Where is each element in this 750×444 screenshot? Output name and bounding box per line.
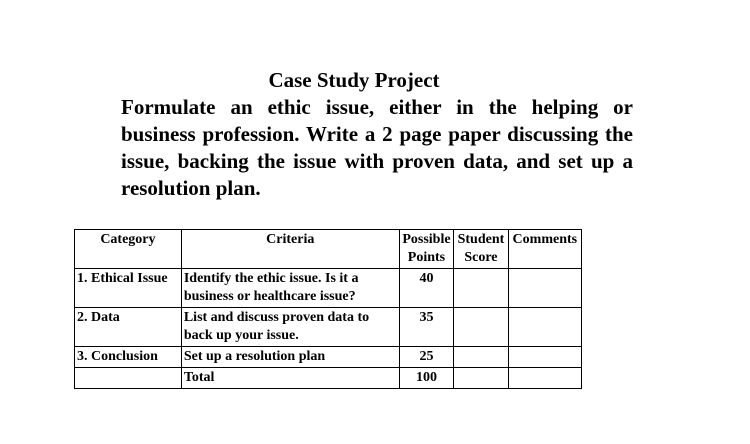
row-possible-points: 25 bbox=[399, 347, 453, 368]
document-title: Case Study Project bbox=[268, 68, 440, 92]
row-comments-cell[interactable] bbox=[508, 347, 581, 368]
row-criteria: Set up a resolution plan bbox=[181, 347, 399, 368]
row-comments-cell[interactable] bbox=[508, 308, 581, 347]
row-comments-cell[interactable] bbox=[508, 269, 581, 308]
row-category bbox=[75, 368, 182, 389]
table-header-row bbox=[75, 230, 582, 269]
row-possible-points: 40 bbox=[399, 269, 453, 308]
header-comments: Comments bbox=[508, 230, 581, 269]
row-student-score-cell[interactable] bbox=[454, 347, 508, 368]
total-comments-cell[interactable] bbox=[508, 368, 581, 389]
table-row bbox=[75, 347, 582, 368]
row-category: 2. Data bbox=[75, 308, 182, 347]
total-student-score-cell[interactable] bbox=[454, 368, 508, 389]
assignment-instructions: Formulate an ethic issue, either in the helping or business profession. Write a 2 page paper discussing the issue, backing the issue with proven data, and set up a resolution plan. bbox=[121, 95, 633, 200]
total-label: Total bbox=[181, 368, 399, 389]
table-row bbox=[75, 269, 582, 308]
row-criteria: List and discuss proven data to back up your issue. bbox=[181, 308, 399, 347]
header-criteria: Criteria bbox=[181, 230, 399, 269]
header-category: Category bbox=[75, 230, 182, 269]
row-category: 1. Ethical Issue bbox=[75, 269, 182, 308]
header-possible-points: Possible Points bbox=[399, 230, 453, 269]
header-student-score: Student Score bbox=[454, 230, 508, 269]
grading-rubric-table bbox=[74, 229, 582, 389]
row-student-score-cell[interactable] bbox=[454, 269, 508, 308]
row-criteria: Identify the ethic issue. Is it a business or healthcare issue? bbox=[181, 269, 399, 308]
row-student-score-cell[interactable] bbox=[454, 308, 508, 347]
total-possible-points: 100 bbox=[399, 368, 453, 389]
table-row bbox=[75, 308, 582, 347]
row-category: 3. Conclusion bbox=[75, 347, 182, 368]
row-possible-points: 35 bbox=[399, 308, 453, 347]
table-total-row bbox=[75, 368, 582, 389]
